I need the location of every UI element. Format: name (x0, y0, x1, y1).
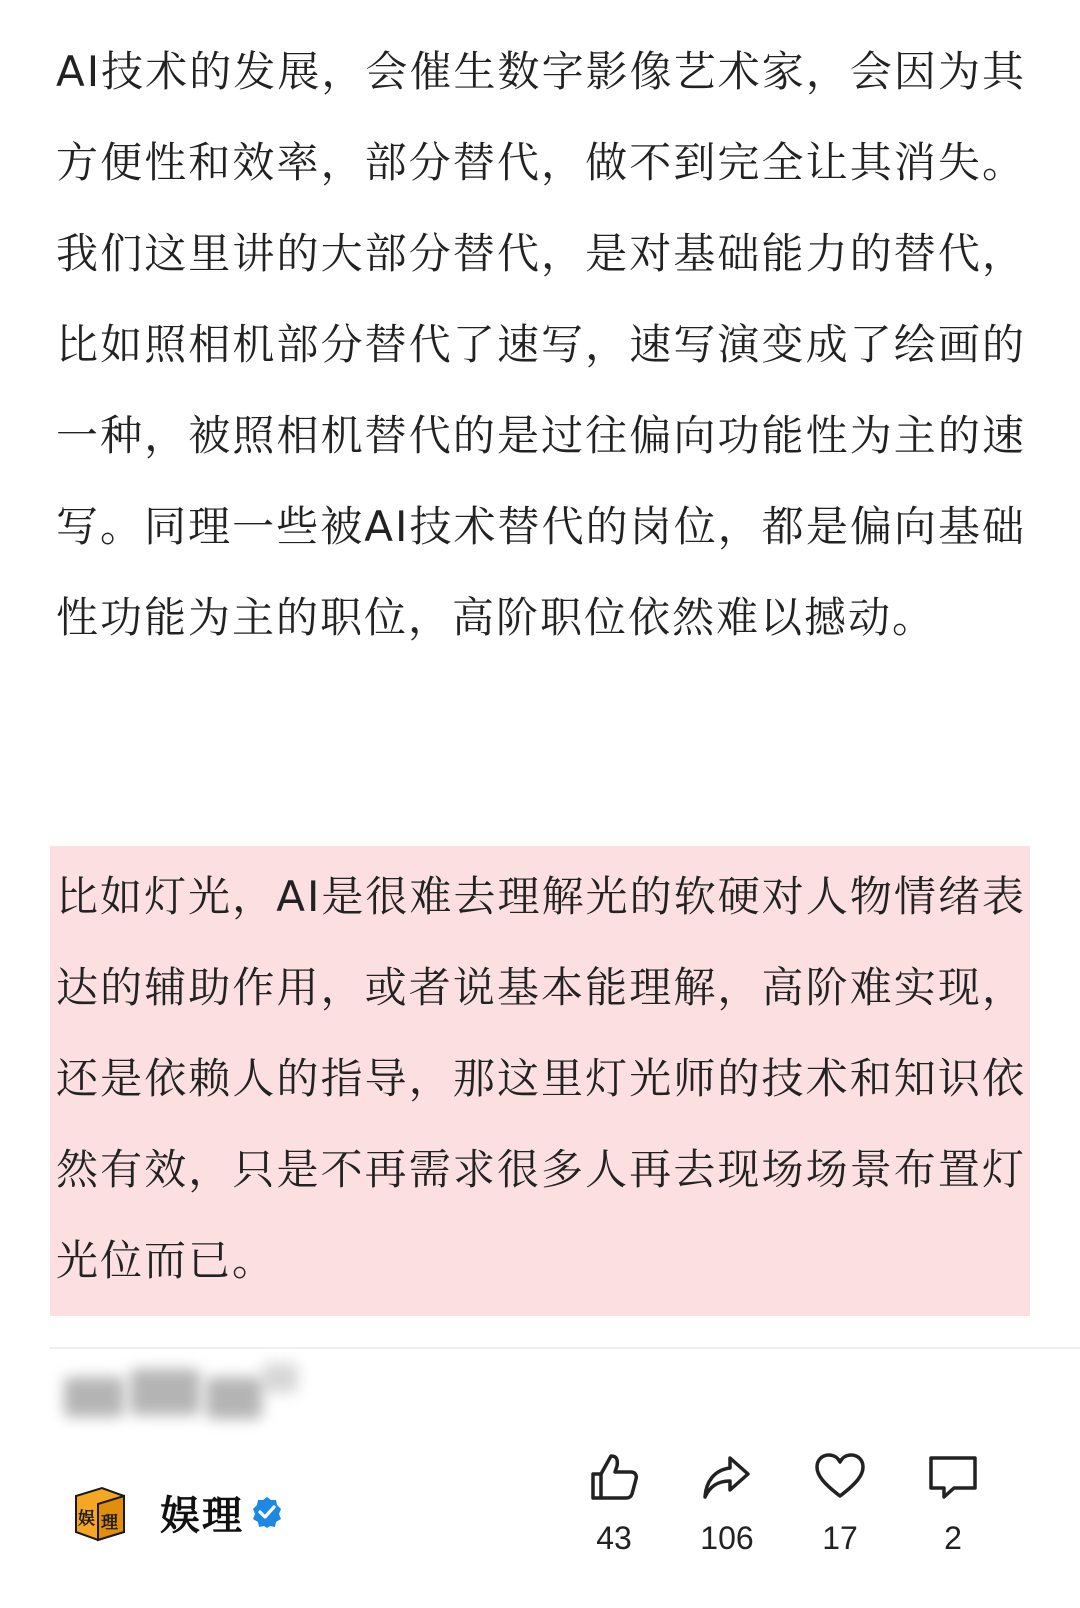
redacted-area (34, 1355, 304, 1435)
comment-button[interactable] (903, 1450, 1003, 1557)
like-count: 43 (596, 1520, 632, 1556)
author-row[interactable] (68, 1476, 284, 1548)
logo-char-2: 理 (101, 1513, 118, 1533)
author-name[interactable]: 娱理 (160, 1492, 244, 1539)
favorite-count: 17 (822, 1520, 858, 1556)
like-button[interactable] (564, 1450, 664, 1557)
comment-icon (926, 1450, 980, 1504)
thumbs-up-icon (587, 1450, 641, 1504)
share-button[interactable] (677, 1450, 777, 1557)
verified-badge-icon (250, 1495, 284, 1529)
post-paragraph-1: AI技术的发展，会催生数字影像艺术家，会因为其方便性和效率，部分替代，做不到完全让其消失。我们这里讲的大部分替代，是对基础能力的替代，比如照相机部分替代了速写，速写演变成了绘画的一种，被照相机替代的是过往偏向功能性为主的速写。同理一些被AI技术替代的岗位，都是偏向基础性功能为主的职位，高阶职位依然难以撼动。 (56, 47, 1026, 642)
favorite-button[interactable] (790, 1450, 890, 1557)
divider (50, 1347, 1080, 1349)
logo-char-1: 娱 (78, 1509, 95, 1529)
heart-icon (813, 1450, 867, 1504)
post-paragraph-2: 比如灯光，AI是很难去理解光的软硬对人物情绪表达的辅助作用，或者说基本能理解，高阶难实现，还是依赖人的指导，那这里灯光师的技术和知识依然有效，只是不再需求很多人再去现场场景布置灯光位而已。 (56, 872, 1026, 1285)
share-count: 106 (700, 1520, 754, 1556)
share-icon (700, 1450, 754, 1504)
author-logo-icon[interactable] (68, 1482, 128, 1542)
comment-count: 2 (944, 1520, 962, 1556)
